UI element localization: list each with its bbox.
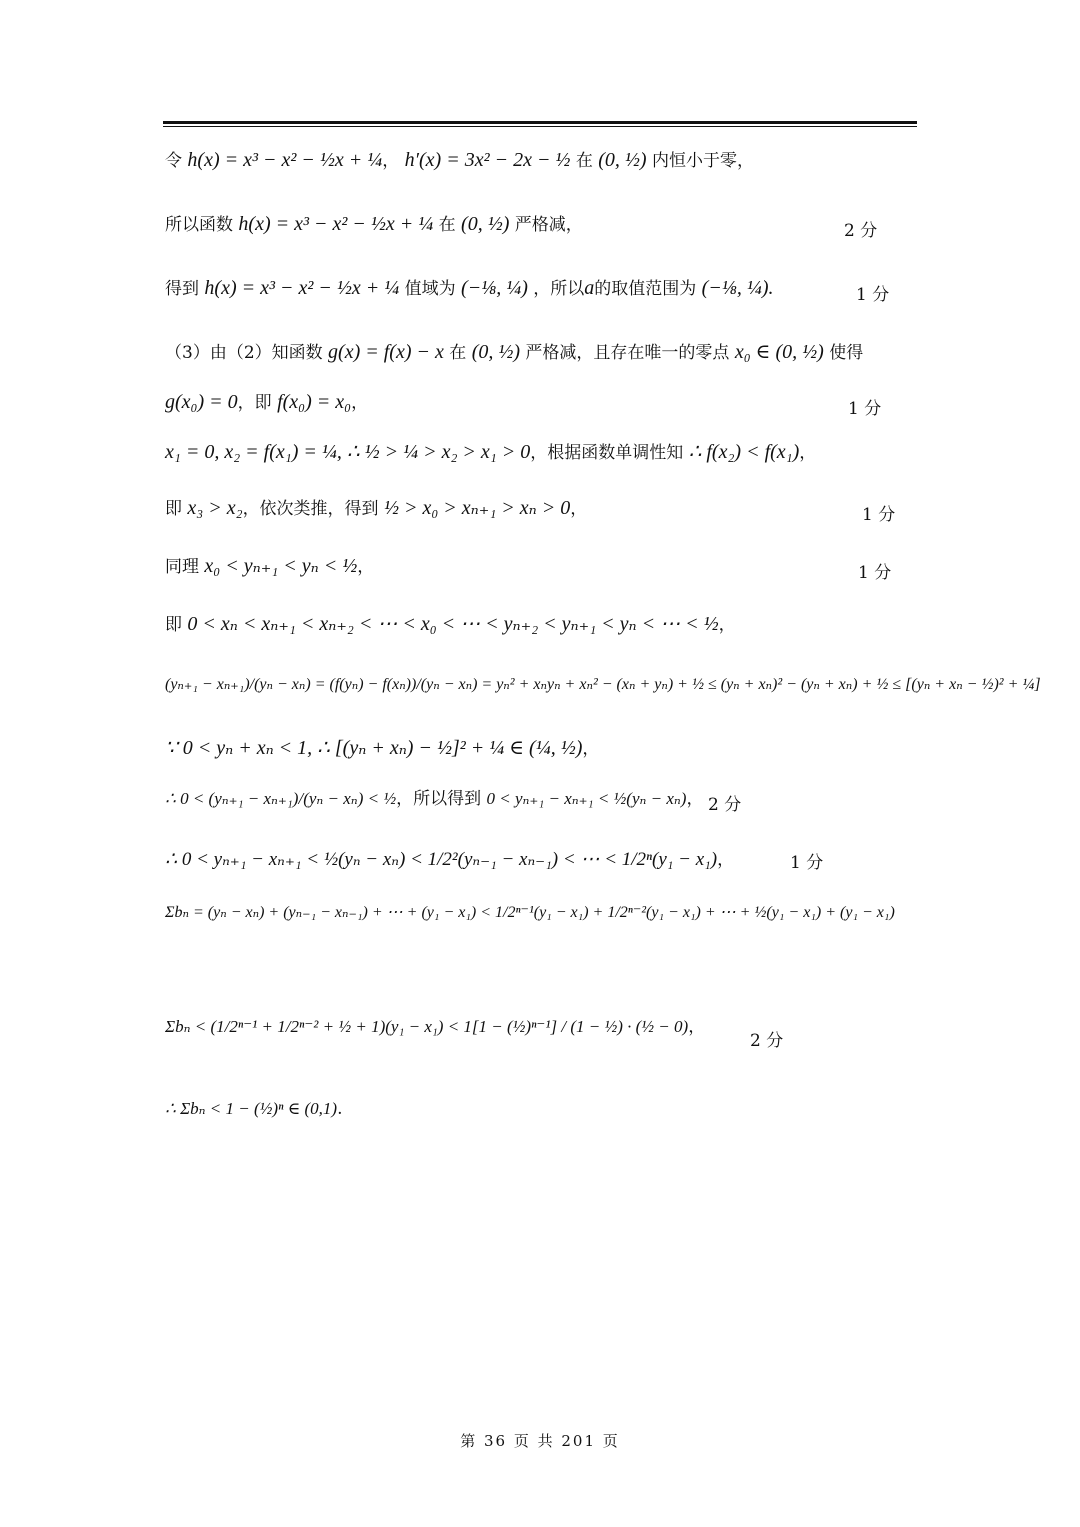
math-x-seq: x₁ = 0, x₂ = f(x₁) = ¼, ∴ ½ > ¼ > x₂ > x₁ > 0 bbox=[165, 441, 531, 463]
text-ling: 令 bbox=[165, 151, 182, 171]
page-footer: 第 36 页 共 201 页 bbox=[460, 1432, 620, 1450]
score-mark: 1 分 bbox=[856, 285, 890, 305]
punct: ， bbox=[717, 850, 735, 870]
line-12 bbox=[165, 790, 925, 808]
punct: ， bbox=[686, 789, 704, 809]
punct: . bbox=[337, 1099, 343, 1119]
text-zai: 在 bbox=[449, 343, 467, 363]
text-suoyi: 所以函数 bbox=[165, 215, 233, 235]
text-zai: 在 bbox=[438, 215, 456, 235]
line-9 bbox=[165, 614, 925, 634]
math-ratio-bound: (yₙ₊₁ − xₙ₊₁)/(yₙ − xₙ) = (f(yₙ) − f(xₙ))/(yₙ − xₙ) = yₙ² + xₙyₙ + xₙ² − (xₙ + yₙ) + ½ ≤ (yₙ + xₙ)² − (yₙ + xₙ) + ½ ≤ [(yₙ + xₙ − ½)² + ¼] bbox=[165, 676, 1041, 693]
text-induction: ，依次类推，得到 bbox=[242, 499, 379, 519]
math-conclusion: ∴ Σbₙ < 1 − (½)ⁿ ∈ (0,1) bbox=[165, 1099, 338, 1118]
score-mark: 1 分 bbox=[848, 399, 882, 419]
line-11 bbox=[165, 738, 925, 758]
text-shide: 使得 bbox=[829, 343, 864, 363]
punct: ， bbox=[582, 739, 600, 759]
math-h-prime: h′(x) = 3x² − 2x − ½ bbox=[404, 149, 571, 171]
math-diff-half: 0 < yₙ₊₁ − xₙ₊₁ < ½(yₙ − xₙ) bbox=[486, 789, 687, 808]
line-2 bbox=[165, 214, 925, 234]
punct: ， bbox=[799, 443, 817, 463]
math-fixed-point: f(x₀) = x₀ bbox=[277, 391, 352, 413]
line-6 bbox=[165, 442, 925, 462]
score-mark: 2 分 bbox=[844, 221, 878, 241]
text-suoyi: ，所以 bbox=[533, 279, 585, 299]
line-5 bbox=[165, 392, 925, 412]
score-mark: 1 分 bbox=[862, 505, 896, 525]
math-because: ∵ 0 < yₙ + xₙ < 1, ∴ [(yₙ + xₙ) − ½]² + ¼ ∈ (¼, ½) bbox=[165, 737, 583, 759]
math-ratio-half: ∴ 0 < (yₙ₊₁ − xₙ₊₁)/(yₙ − xₙ) < ½ bbox=[165, 789, 397, 808]
math-y-chain: x₀ < yₙ₊₁ < yₙ < ½ bbox=[204, 555, 358, 577]
math-x3: x₃ > x₂ bbox=[187, 497, 243, 519]
math-h-def: h(x) = x³ − x² − ½x + ¼ bbox=[238, 213, 434, 235]
math-range-a: (−⅛, ¼). bbox=[701, 277, 774, 299]
math-a: a bbox=[584, 277, 595, 299]
text-tongli: 同理 bbox=[165, 557, 199, 577]
line-3 bbox=[165, 278, 925, 298]
text-dedao: 得到 bbox=[165, 279, 199, 299]
math-full-chain: 0 < xₙ < xₙ₊₁ < xₙ₊₂ < ⋯ < x₀ < ⋯ < yₙ₊₂ < yₙ₊₁ < yₙ < ⋯ < ½ bbox=[187, 613, 719, 635]
score-mark: 2 分 bbox=[708, 795, 742, 815]
line-1 bbox=[165, 150, 925, 170]
line-7 bbox=[165, 498, 925, 518]
header-rule-thin bbox=[163, 126, 917, 127]
math-x0: x₀ ∈ (0, ½) bbox=[734, 341, 824, 363]
line-16 bbox=[165, 1100, 925, 1118]
text-ji: 即 bbox=[165, 615, 182, 635]
math-geom-sum: Σbₙ < (1/2ⁿ⁻¹ + 1/2ⁿ⁻² + ½ + 1)(y₁ − x₁) < 1[1 − (½)ⁿ⁻¹] / (1 − ½) · (½ − 0) bbox=[165, 1017, 689, 1036]
math-geom-chain: ∴ 0 < yₙ₊₁ − xₙ₊₁ < ½(yₙ − xₙ) < 1/2²(yₙ₋₁ − xₙ₋₁) < ⋯ < 1/2ⁿ(y₁ − x₁) bbox=[165, 849, 718, 870]
math-g-zero: g(x₀) = 0 bbox=[165, 391, 238, 413]
punct: ， bbox=[718, 615, 736, 635]
math-f-ineq: ∴ f(x₂) < f(x₁) bbox=[688, 441, 800, 463]
punct: ， bbox=[357, 557, 375, 577]
score-mark: 2 分 bbox=[750, 1031, 784, 1051]
text-part3: （3）由（2）知函数 bbox=[165, 343, 323, 363]
text-decreasing: 严格减， bbox=[514, 215, 583, 235]
math-interval: (0, ½) bbox=[598, 149, 647, 171]
math-g-def: g(x) = f(x) − x bbox=[328, 341, 444, 363]
math-x-chain: ½ > x₀ > xₙ₊₁ > xₙ > 0 bbox=[383, 497, 571, 519]
text-monotone: ，根据函数单调性知 bbox=[530, 443, 684, 463]
line-8 bbox=[165, 556, 925, 576]
math-h-def: h(x) = x³ − x² − ½x + ¼ bbox=[204, 277, 400, 299]
math-range: (−⅛, ¼) bbox=[461, 277, 528, 299]
text-ji: ，即 bbox=[237, 393, 272, 413]
score-mark: 1 分 bbox=[858, 563, 892, 583]
text-ji: 即 bbox=[165, 499, 182, 519]
text-range: 值域为 bbox=[404, 279, 456, 299]
line-4 bbox=[165, 342, 925, 362]
header-rule-thick bbox=[163, 121, 917, 124]
line-14 bbox=[165, 904, 925, 921]
math-interval: (0, ½) bbox=[471, 341, 521, 363]
line-10 bbox=[165, 676, 1041, 693]
punct: ， bbox=[688, 1017, 706, 1037]
punct: ， bbox=[570, 499, 588, 519]
text-quzhi: 的取值范围为 bbox=[594, 279, 697, 299]
math-sum-bound: Σbₙ = (yₙ − xₙ) + (yₙ₋₁ − xₙ₋₁) + ⋯ + (y₁ − x₁) < 1/2ⁿ⁻¹(y₁ − x₁) + 1/2ⁿ⁻²(y₁ − x₁) + ⋯ + ½(y₁ − x₁) + (y₁ − x₁) bbox=[165, 904, 895, 921]
score-mark: 1 分 bbox=[790, 853, 824, 873]
math-interval: (0, ½) bbox=[461, 213, 510, 235]
math-h-def: h(x) = x³ − x² − ½x + ¼ bbox=[187, 149, 383, 171]
line-15 bbox=[165, 1018, 925, 1036]
text-unique-zero: 严格减，且存在唯一的零点 bbox=[525, 343, 730, 363]
punct: ， bbox=[382, 151, 400, 171]
text-negative: 内恒小于零， bbox=[651, 151, 754, 171]
text-zai: 在 bbox=[575, 151, 593, 171]
text-suoyi-dedao: ，所以得到 bbox=[396, 789, 482, 809]
punct: ， bbox=[351, 393, 369, 413]
